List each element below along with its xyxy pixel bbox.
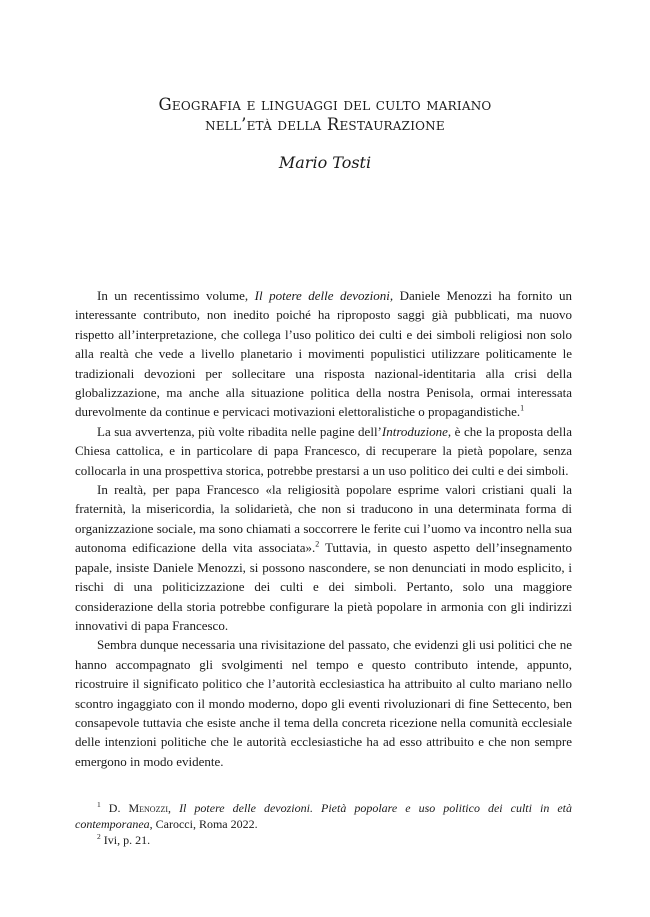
footnote-1-author-surname: Menozzi bbox=[128, 801, 169, 815]
introduzione-title: Introduzione bbox=[381, 423, 448, 439]
paragraph-4: Sembra dunque necessaria una rivisitazione del passato, che evidenzi gli usi politici che ne hanno accompagnato gli svolgimenti nel tempo e questo contributo intende, appunto, ricostruire il significato politico che l’autorità ecclesiastica ha attribuito al culto mariano nello scontro ingaggiato con il mondo moderno, dopo gli eventi rivoluzionari di fine Settecento, ben consapevole tuttavia che esiste anche il tema della concreta ricezione nella comunità ecclesiale delle intenzioni politiche che le autorità ecclesiastiche ha ad esso attribuito e che non sempre emergono in modo evidente. bbox=[75, 637, 572, 769]
paragraph-1-text-c: Daniele Menozzi ha fornito un interessante contributo, non inedito poiché ha riproposto saggi già pubblicati, ma nuovo rispetto all’interpretazione, che collega l’uso politico dei culti e dei simboli religiosi non solo alla realtà che vede a livello planetario i movimenti populistici utilizzare politicamente le tradizionali devozioni per sollecitare una risposta nazional-identitaria alla crisi della globalizzazione, ma anche alla situazione politica della nostra Penisola, ormai interessata durevolmente da continue e pervicaci motivazioni elettoralistiche o propagandistiche. bbox=[75, 288, 572, 420]
footnote-1-title: Il potere delle devozioni. Pietà popolare e uso politico dei culti in età contemporanea bbox=[75, 801, 573, 831]
paragraph-1-text-a: In un recentissimo volume, bbox=[97, 288, 255, 303]
footnote-ref-2[interactable]: 2 bbox=[315, 539, 320, 549]
paragraph-3 bbox=[75, 480, 572, 635]
footnote-1: $^1$ D. Menozzi, Il potere delle devozioni. Pietà popolare e uso politico dei culti in età contemporanea, Carocci, Roma 2022. bbox=[75, 800, 573, 831]
article-author: Mario Tosti bbox=[278, 153, 372, 172]
footnote-2 bbox=[75, 832, 572, 848]
paragraph-1 bbox=[75, 286, 572, 422]
footnote-1-number: 1 bbox=[97, 800, 101, 809]
paragraph-3-text-b: Tuttavia, in questo aspetto dell’insegnamento papale, insiste Daniele Menozzi, si possono nascondere, se non denunciati in modo esplicito, i rischi di una politicizzazione dei culti e dei simboli. Pertanto, solo una maggiore considerazione della storia potrebbe configurare la pietà popolare in armonia con gli indirizzi innovativi di papa Francesco. bbox=[75, 540, 572, 633]
footnote-ref-1[interactable]: 1 bbox=[520, 404, 525, 414]
article-header bbox=[0, 95, 650, 172]
book-title: Il potere delle devozioni, bbox=[254, 288, 394, 303]
article-body bbox=[75, 286, 572, 771]
footnote-1-author-initial: D. bbox=[108, 801, 129, 815]
paragraph-2-text-a: La sua avvertenza, più volte ribadita nelle pagine dell’ bbox=[97, 423, 382, 439]
article-title-line-2: nell’età della Restaurazione bbox=[205, 115, 445, 134]
footnote-2-text: Ivi, p. 21. bbox=[103, 833, 151, 847]
paragraph-2 bbox=[75, 422, 572, 480]
footnotes bbox=[75, 800, 572, 848]
paragraph-2-text-c: , è che la proposta della Chiesa cattolica, e in particolare di papa Francesco, di recuperare la pietà popolare, senza collocarla in una prospettiva storica, potrebbe prestarsi a un uso politico dei culti e dei simboli. bbox=[75, 423, 572, 478]
paragraph-3-text-a: In realtà, per papa Francesco «la religiosità popolare esprime valori cristiani quali la fraternità, la misericordia, la solidarietà, che non si traducono in una determinata forma di organizzazione sociale, ma sono chiamati a soccorrere le ferite cui l’uomo va incontro nella sua autonoma edificazione della vita associata». bbox=[75, 482, 572, 556]
article-title-line-1: Geografia e linguaggi del culto mariano bbox=[158, 95, 492, 114]
footnote-1-rest: , Carocci, Roma 2022. bbox=[149, 817, 258, 831]
footnote-2-number: 2 bbox=[97, 832, 101, 841]
